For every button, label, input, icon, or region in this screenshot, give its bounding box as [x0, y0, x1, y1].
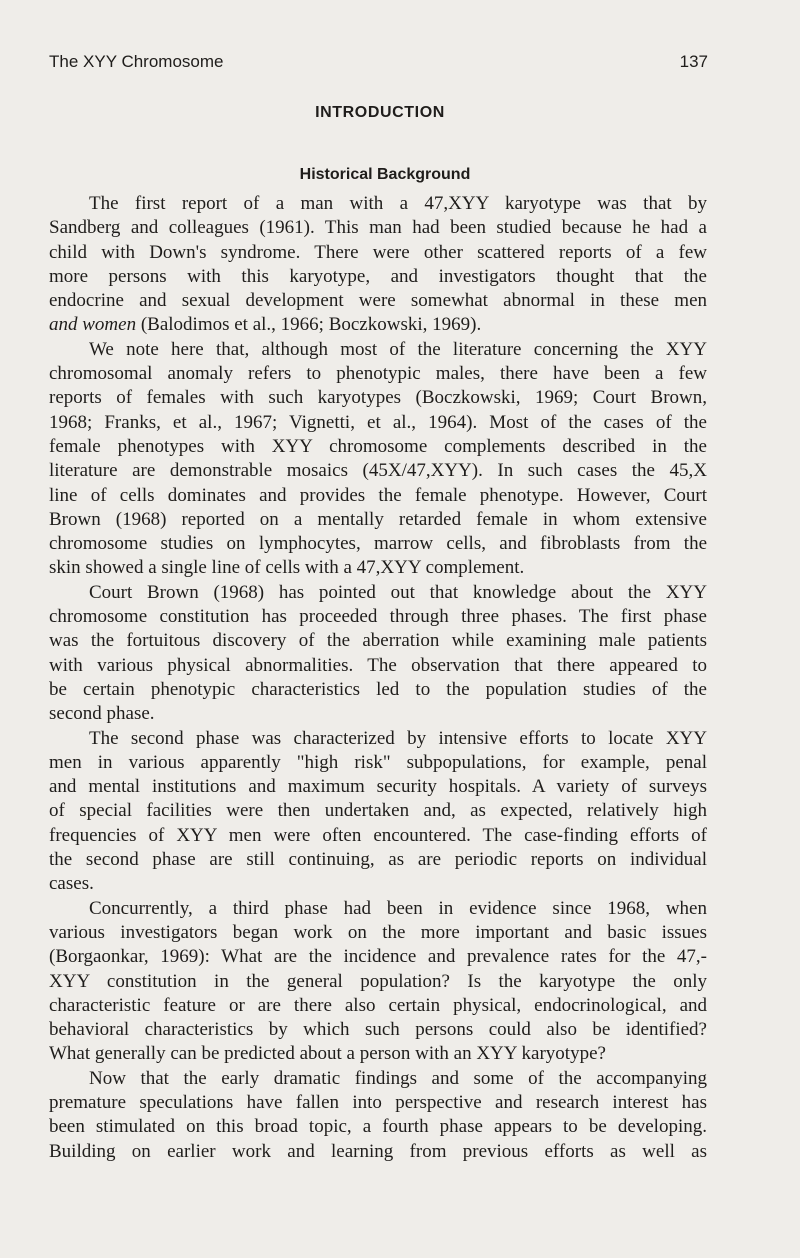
running-head-title: The XYY Chromosome — [49, 52, 224, 71]
paragraph — [49, 192, 707, 338]
text-line: XYY constitution in the general population? Is the karyotype the only — [49, 970, 707, 992]
text-line: men in various apparently "high risk" subpopulations, for example, penal — [49, 751, 707, 773]
text-line: of special facilities were then undertaken and, as expected, relatively high — [49, 800, 707, 822]
text-line: line of cells dominates and provides the female phenotype. However, Court — [49, 484, 707, 506]
paragraph — [49, 1067, 707, 1164]
page-number: 137 — [679, 52, 708, 71]
text-line: premature speculations have fallen into perspective and research interest has — [49, 1091, 707, 1113]
text-line: The second phase was characterized by intensive efforts to locate XYY — [89, 727, 707, 749]
citation-text: (Balodimos et al., 1966; Boczkowski, 1969). — [136, 314, 482, 336]
text-line: various investigators began work on the more important and basic issues — [49, 921, 707, 943]
paragraph — [49, 581, 707, 727]
text-line: reports of females with such karyotypes (Boczkowski, 1969; Court Brown, — [49, 387, 707, 409]
text-line: was the fortuitous discovery of the aberration while examining male patients — [49, 630, 707, 652]
text-line: be certain phenotypic characteristics led to the population studies of the — [49, 678, 707, 700]
text-line: been stimulated on this broad topic, a fourth phase appears to be developing. — [49, 1116, 707, 1138]
running-head — [49, 52, 708, 72]
text-line: Sandberg and colleagues (1961). This man had been studied because he had a — [49, 217, 707, 239]
paragraph — [49, 338, 707, 581]
text-line: and mental institutions and maximum security hospitals. A variety of surveys — [49, 776, 707, 798]
text-line: more persons with this karyotype, and investigators thought that the — [49, 265, 707, 287]
text-line — [49, 313, 707, 337]
text-line: female phenotypes with XYY chromosome complements described in the — [49, 435, 707, 457]
text-line: Court Brown (1968) has pointed out that knowledge about the XYY — [89, 581, 707, 603]
paragraph — [49, 727, 707, 897]
text-line: child with Down's syndrome. There were other scattered reports of a few — [49, 241, 707, 263]
text-line: What generally can be predicted about a person with an XYY karyotype? — [49, 1043, 606, 1065]
body-text — [49, 192, 707, 1164]
text-line: The first report of a man with a 47,XYY karyotype was that by — [89, 193, 707, 214]
text-line: chromosomal anomaly refers to phenotypic males, there have been a few — [49, 363, 707, 385]
text-line: second phase. — [49, 703, 155, 725]
text-line: characteristic feature or are there also certain physical, endocrinological, and — [49, 994, 707, 1016]
text-line: frequencies of XYY men were often encountered. The case-finding efforts of — [49, 824, 707, 846]
text-line: We note here that, although most of the literature concerning the XYY — [89, 338, 707, 360]
text-line: Brown (1968) reported on a mentally retarded female in whom extensive — [49, 508, 707, 530]
italic-emphasis: and women — [49, 314, 137, 336]
text-line: (Borgaonkar, 1969): What are the incidence and prevalence rates for the 47,- — [49, 946, 707, 968]
text-line: chromosome studies on lymphocytes, marrow cells, and fibroblasts from the — [49, 533, 707, 555]
section-title: INTRODUCTION — [315, 104, 445, 121]
text-line: chromosome constitution has proceeded through three phases. The first phase — [49, 606, 707, 628]
text-line: behavioral characteristics by which such persons could also be identified? — [49, 1019, 707, 1041]
text-line: Concurrently, a third phase had been in evidence since 1968, when — [89, 897, 707, 919]
text-line: literature are demonstrable mosaics (45X/47,XYY). In such cases the 45,X — [49, 460, 707, 482]
text-line: cases. — [49, 873, 94, 895]
text-line: Now that the early dramatic findings and some of the accompanying — [89, 1067, 707, 1089]
text-line: the second phase are still continuing, as are periodic reports on individual — [49, 849, 707, 871]
text-line: Building on earlier work and learning from previous efforts as well as — [49, 1140, 707, 1162]
text-line: with various physical abnormalities. The observation that there appeared to — [49, 654, 707, 676]
text-line: 1968; Franks, et al., 1967; Vignetti, et al., 1964). Most of the cases of the — [49, 411, 707, 433]
subsection-title: Historical Background — [299, 166, 471, 183]
paragraph — [49, 897, 707, 1067]
text-line: endocrine and sexual development were somewhat abnormal in these men — [49, 290, 707, 312]
text-line: skin showed a single line of cells with a 47,XYY complement. — [49, 557, 525, 579]
